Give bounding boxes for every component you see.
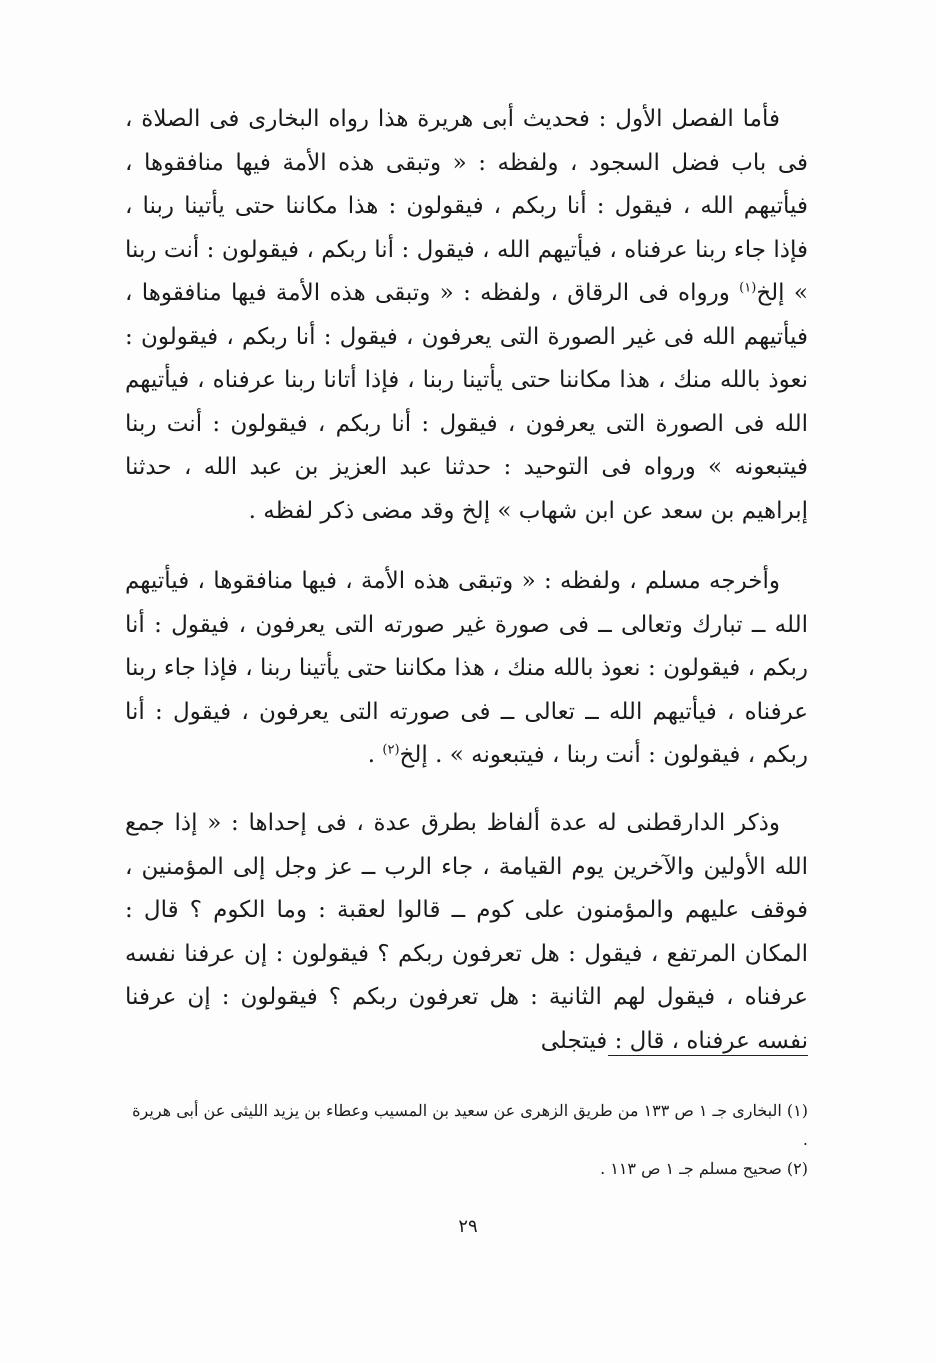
paragraph-1-after: ورواه فى الرقاق ، ولفظه : « وتبقى هذه الأمة فيها منافقوها ، فيأتيهم الله فى غير الصورة التى يعرفون ، فيقول : أنا ربكم ، فيقولون : نعوذ بالله منك ، هذا مكاننا حتى يأتينا ربنا ، فإذا أتانا ربنا عرفناه ، فيأتيهم الله فى الصورة التى يعرفون ، فيقول : أنا ربكم ، فيقولون : أنت ربنا فيتبعونه » ورواه فى التوحيد : حدثنا عبد العزيز بن عبد الله ، حدثنا إبراهيم بن سعد عن ابن شهاب » إلخ وقد مضى ذكر لفظه .: [125, 280, 808, 524]
paragraph-2: [125, 560, 808, 778]
paragraph-1-text: [125, 98, 808, 533]
paragraph-2-after: .: [367, 742, 383, 768]
paragraph-1: [125, 98, 808, 533]
footnote-ref-2[interactable]: (٢): [382, 742, 400, 758]
page-number: ٢٩: [458, 1216, 478, 1237]
paragraph-3-before: وذكر الدارقطنى له عدة ألفاظ بطرق عدة ، فى إحداها : « إذا جمع الله الأولين والآخرين يوم القيامة ، جاء الرب ــ عز وجل إلى المؤمنين ، فوقف عليهم والمؤمنون على كوم ــ قالوا لعقبة : وما الكوم ؟ قال : المكان المرتفع ، فيقول : هل تعرفون ربكم ؟ فيقولون : إن عرفنا نفسه عرفناه ، فيقول لهم الثانية : هل تعرفون ربكم ؟ فيقولون : إن عرفنا نفسه عرفناه ، قال : فيتجلى: [125, 810, 808, 1054]
footnote-divider: [608, 1055, 808, 1056]
paragraph-3-text: [125, 802, 808, 1063]
footnote-ref-1[interactable]: (١): [739, 280, 757, 296]
footnote-2: (٢) صحيح مسلم جـ ١ ص ١١٣ .: [600, 1159, 808, 1178]
paragraph-2-text: [125, 560, 808, 778]
footnote-1: (١) البخارى جـ ١ ص ١٣٣ من طريق الزهرى عن سعيد بن المسيب وعطاء بن يزيد الليثى عن أبى هريرة .: [132, 1101, 808, 1149]
paragraph-2-before: وأخرجه مسلم ، ولفظه : « وتبقى هذه الأمة ، فيها منافقوها ، فيأتيهم الله ــ تبارك وتعالى ــ فى صورة غير صورته التى يعرفون ، فيقول : أنا ربكم ، فيقولون : نعوذ بالله منك ، هذا مكاننا حتى يأتينا ربنا ، فإذا جاء ربنا عرفناه ، فيأتيهم الله ــ تعالى ــ فى صورته التى يعرفون ، فيقول : أنا ربكم ، فيقولون : أنت ربنا ، فيتبعونه » . إلخ: [125, 568, 808, 768]
paragraph-3: [125, 802, 808, 1063]
paragraph-1-before: فأما الفصل الأول : فحديث أبى هريرة هذا رواه البخارى فى الصلاة ، فى باب فضل السجود ، ولفظه : « وتبقى هذه الأمة فيها منافقوها ، فيأتيهم الله ، فيقول : أنا ربكم ، فيقولون : هذا مكاننا حتى يأتينا ربنا ، فإذا جاء ربنا عرفناه ، فيأتيهم الله ، فيقول : أنا ربكم ، فيقولون : أنت ربنا » إلخ: [125, 106, 808, 306]
footnotes: [125, 1096, 808, 1183]
